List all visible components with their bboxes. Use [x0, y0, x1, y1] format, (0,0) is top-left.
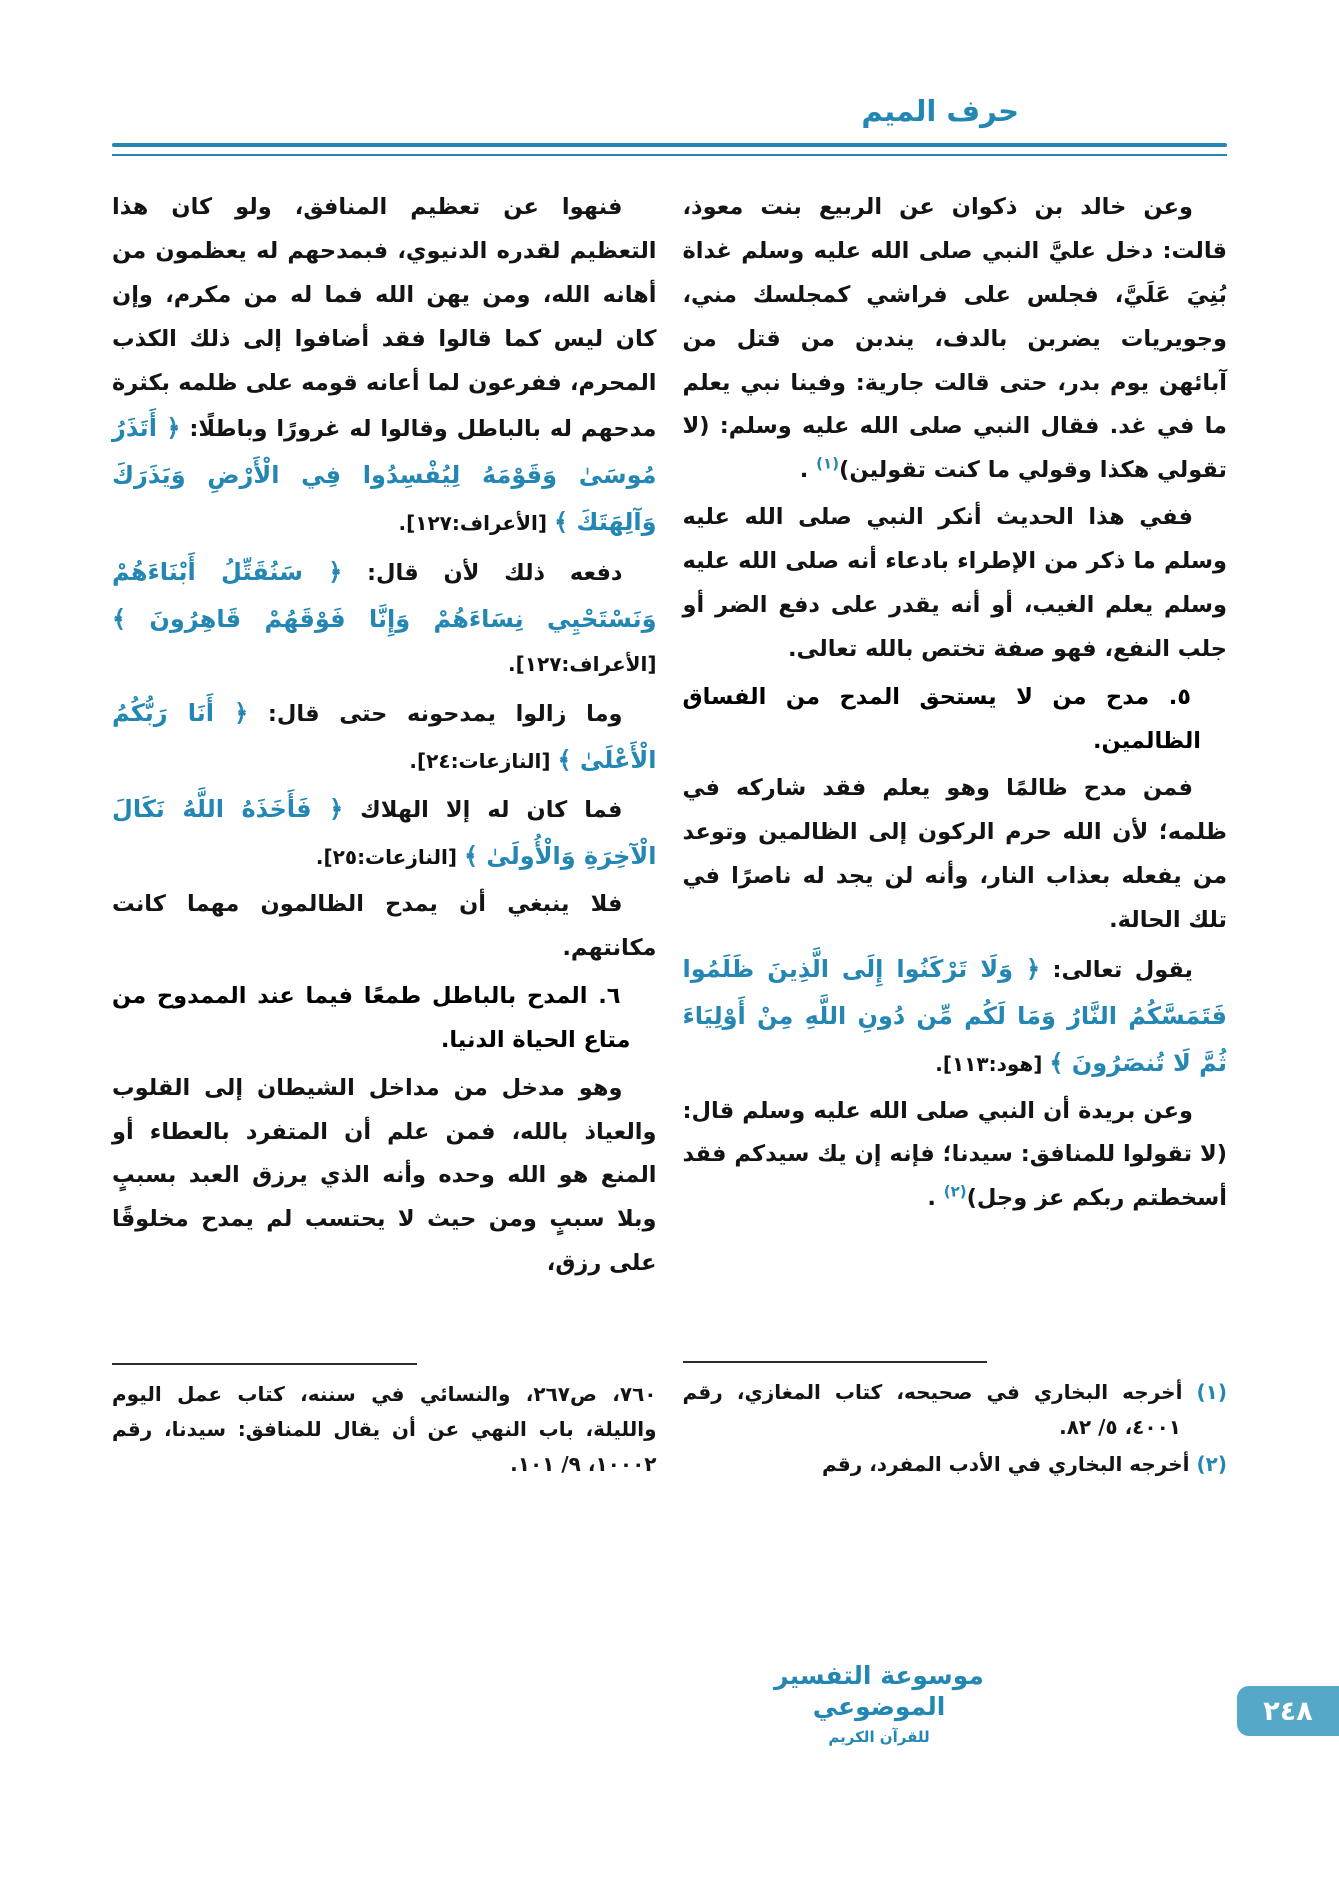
paragraph [112, 883, 657, 971]
verse-reference: [هود:١١٣]. [935, 1051, 1050, 1076]
footnote-marker: (٢) [943, 1182, 967, 1201]
body-text: ٦. المدح بالباطل طمعًا فيما عند الممدوح من متاع الحياة الدنيا. [112, 982, 631, 1053]
section-heading [112, 975, 657, 1063]
verse-reference: [الأعراف:١٢٧]. [398, 511, 554, 536]
right-footnotes [683, 1375, 1228, 1482]
chapter-title: حرف الميم [861, 94, 1019, 128]
footnote [112, 1377, 657, 1482]
paragraph [683, 496, 1228, 672]
paragraph [683, 1090, 1228, 1222]
footnote-text: أخرجه البخاري في الأدب المفرد، رقم [821, 1452, 1190, 1476]
verse-reference: [النازعات:٢٤]. [409, 748, 558, 773]
verse-reference: [الأعراف:١٢٧]. [508, 651, 657, 676]
footnote-text: أخرجه البخاري في صحيحه، كتاب المغازي، رقم ٤٠٠١، ٥/ ٨٢. [682, 1380, 1183, 1439]
footnote-number: (١) [1182, 1380, 1227, 1404]
body-text: فمن مدح ظالمًا وهو يعلم فقد شاركه في ظلمه؛ لأن الله حرم الركون إلى الظالمين وتوعد من يفعله بعذاب النار، وأنه لن يجد له ناصرًا في تلك الحالة. [682, 775, 1227, 933]
column-right [683, 186, 1228, 1484]
left-footnotes [112, 1377, 657, 1482]
body-text: . [927, 1185, 944, 1212]
publisher-logo [769, 1660, 989, 1746]
footnote-text: ٧٦٠، ص٢٦٧، والنسائي في سننه، كتاب عمل اليوم والليلة، باب النهي عن أن يقال للمنافق: سيدنا، رقم ١٠٠٠٢، ٩/ ١٠١. [112, 1382, 657, 1476]
footnote-marker: (١) [816, 454, 840, 473]
quran-verse: ﴿ سَنُقَتِّلُ أَبْنَاءَهُمْ وَنَسْتَحْيِي نِسَاءَهُمْ وَإِنَّا فَوْقَهُمْ قَاهِرُونَ ﴾ [112, 558, 657, 633]
quran-verse: ﴿ وَلَا تَرْكَنُوا إِلَى الَّذِينَ ظَلَمُوا فَتَمَسَّكُمُ النَّارُ وَمَا لَكُم مِّن دُونِ اللَّهِ مِنْ أَوْلِيَاءَ ثُمَّ لَا تُنصَرُونَ ﴾ [682, 954, 1227, 1077]
paragraph [112, 690, 657, 784]
body-text: دفعه ذلك لأن قال: [342, 560, 623, 586]
paragraph [683, 186, 1228, 493]
page-number-badge [1237, 1686, 1339, 1736]
paragraph [112, 786, 657, 880]
left-column-text [112, 186, 657, 1289]
quran-verse: ﴿ فَأَخَذَهُ اللَّهُ نَكَالَ الْآخِرَةِ وَالْأُولَىٰ ﴾ [112, 795, 657, 871]
body-text: يقول تعالى: [1040, 956, 1193, 983]
paragraph [112, 186, 657, 546]
paragraph [112, 1067, 657, 1286]
paragraph [683, 946, 1228, 1087]
header-rule-top [112, 143, 1227, 147]
body-text: وما زالوا يمدحونه حتى قال: [248, 700, 623, 727]
body-text: فلا ينبغي أن يمدح الظالمون مهما كانت مكانتهم. [112, 891, 657, 961]
footnote-separator [683, 1361, 988, 1363]
body-text: ففي هذا الحديث أنكر النبي صلى الله عليه وسلم ما ذكر من الإطراء بادعاء أنه صلى الله عليه وسلم يعلم الغيب، أو أنه يقدر على دفع الضر أو جلب النفع، فهو صفة تختص بالله تعالى. [682, 504, 1227, 662]
section-heading [683, 676, 1228, 764]
footnote [683, 1447, 1228, 1482]
footnote-number: (٢) [1189, 1452, 1227, 1476]
column-left [112, 186, 657, 1484]
body-text: وهو مدخل من مداخل الشيطان إلى القلوب والعياذ بالله، فمن علم أن المتفرد بالعطاء أو المنع هو الله وحده وأنه الذي يرزق العبد بسببٍ وبلا سببٍ ومن حيث لا يحتسب لم يمدح مخلوقًا على رزق، [112, 1074, 657, 1277]
logo-subtitle: للقرآن الكريم [828, 1727, 930, 1746]
quran-verse: ﴿ أَنَا رَبُّكُمُ الْأَعْلَىٰ ﴾ [112, 698, 657, 774]
verse-reference: [النازعات:٢٥]. [315, 845, 464, 870]
logo-title: موسوعة التفسير الموضوعي [774, 1661, 984, 1722]
body-text: وعن بريدة أن النبي صلى الله عليه وسلم قال: (لا تقولوا للمنافق: سيدنا؛ فإنه إن يك سيدكم فقد أسخطتم ربكم عز وجل) [682, 1097, 1227, 1212]
footnote-separator [112, 1363, 417, 1365]
body-text: . [799, 457, 817, 484]
left-footnote-area [112, 1355, 657, 1484]
body-text: وعن خالد بن ذكوان عن الربيع بنت معوذ، قالت: دخل عليَّ النبي صلى الله عليه وسلم غداة بُنِيَ عَلَيَّ، فجلس على فراشي كمجلسك مني، وجويريات يضربن بالدف، يندبن من قتل من آبائهن يوم بدر، حتى قالت جارية: وفينا نبي يعلم ما في غد. فقال النبي صلى الله عليه وسلم: (لا تقولي هكذا وقولي ما كنت تقولين) [682, 194, 1227, 484]
body-text: فما كان له إلا الهلاك [343, 797, 623, 824]
paragraph [112, 549, 657, 687]
paragraph [683, 767, 1228, 943]
body-text: فنهوا عن تعظيم المنافق، ولو كان هذا التعظيم لقدره الدنيوي، فبمدحهم له يعظمون من أهانه الله، ومن يهن الله فما له من مكرم، وإن كان ليس كما قالوا فقد أضافوا إلى ذلك الكذب المحرم، ففرعون لما أعانه قومه على ظلمه بكثرة مدحهم له بالباطل وقالوا له غرورًا وباطلًا: [112, 194, 657, 443]
body-text: ٥. مدح من لا يستحق المدح من الفساق الظالمين. [682, 683, 1201, 754]
footnote [683, 1375, 1228, 1445]
quran-verse: ﴿ أَتَذَرُ مُوسَىٰ وَقَوْمَهُ لِيُفْسِدُوا فِي الْأَرْضِ وَيَذَرَكَ وَآلِهَتَكَ ﴾ [112, 414, 657, 537]
page-number: ٢٤٨ [1263, 1695, 1313, 1727]
right-footnote-area [683, 1353, 1228, 1484]
header-rule-bottom [112, 154, 1227, 156]
text-columns [112, 186, 1227, 1484]
right-column-text [683, 186, 1228, 1224]
